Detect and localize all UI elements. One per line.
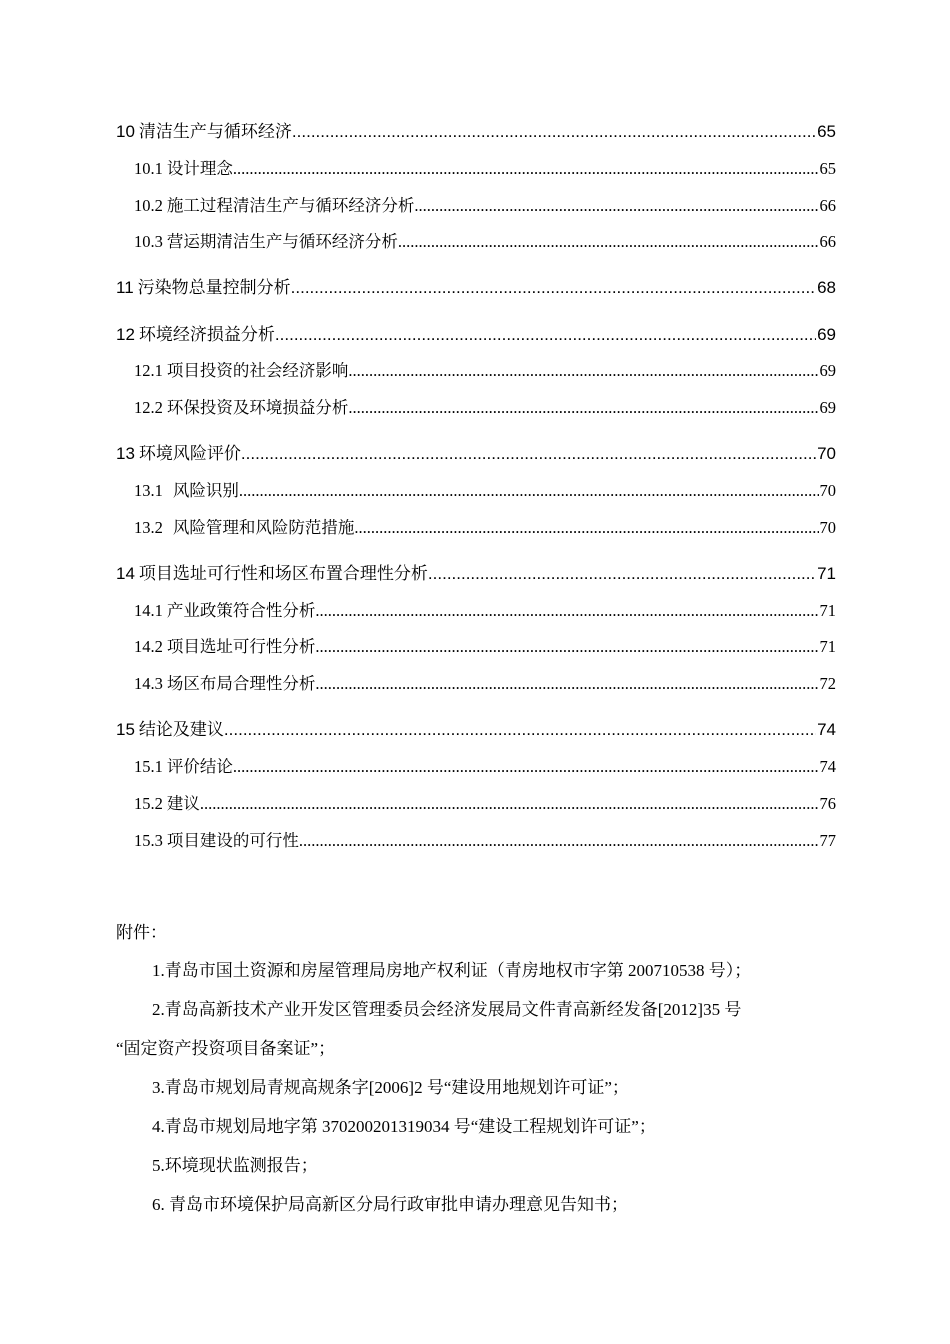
toc-title: 污染物总量控制分析 (137, 278, 291, 297)
toc-subentry[interactable] (0, 598, 950, 624)
toc-title: 环境经济损益分析 (138, 325, 275, 344)
toc-leader-dots (233, 754, 819, 780)
toc-subentry[interactable] (0, 515, 950, 541)
toc-number: 10.3 (134, 232, 163, 251)
toc-number: 10.2 (134, 196, 163, 215)
toc-page-number: 69 (817, 325, 836, 344)
toc-subentry[interactable] (0, 754, 950, 780)
toc-title: 风险管理和风险防范措施 (172, 518, 355, 537)
toc-number: 14.3 (134, 674, 163, 693)
toc-subentry[interactable] (0, 671, 950, 697)
toc-title: 营运期清洁生产与循环经济分析 (166, 232, 398, 251)
toc-page-number: 72 (819, 674, 836, 693)
toc-number: 15.3 (134, 831, 163, 850)
toc-title: 产业政策符合性分析 (166, 601, 316, 620)
toc-leader-dots (224, 717, 816, 743)
toc-title: 风险识别 (172, 481, 239, 500)
attachment-item: 1.青岛市国土资源和房屋管理局房地产权利证（青房地权市字第 200710538 号）； (152, 961, 752, 980)
toc-subentry[interactable] (0, 229, 950, 255)
attachments-heading: 附件： (116, 923, 167, 942)
toc-subentry[interactable] (0, 828, 950, 854)
toc-subentry[interactable] (0, 634, 950, 660)
toc-number: 15 (116, 720, 135, 739)
toc-page-number: 70 (819, 481, 836, 500)
toc-leader-dots (292, 119, 816, 145)
toc-title: 施工过程清洁生产与循环经济分析 (166, 196, 415, 215)
toc-title: 建议 (166, 794, 200, 813)
toc-page-number: 69 (819, 361, 836, 380)
toc-leader-dots (275, 322, 816, 348)
toc-leader-dots (299, 828, 819, 854)
toc-page-number: 65 (817, 122, 836, 141)
attachment-item: 2.青岛高新技术产业开发区管理委员会经济发展局文件青高新经发备[2012]35 号 (152, 1000, 742, 1019)
toc-leader-dots (200, 791, 819, 817)
toc-leader-dots (291, 275, 816, 301)
toc-leader-dots (348, 358, 818, 384)
toc-page-number: 71 (819, 601, 836, 620)
toc-leader-dots (348, 395, 818, 421)
attachment-item: 3.青岛市规划局青规高规条字[2006]2 号“建设用地规划许可证”； (152, 1078, 629, 1097)
toc-number: 13.1 (134, 481, 163, 500)
toc-number: 15.2 (134, 794, 163, 813)
toc-page-number: 74 (819, 757, 836, 776)
toc-number: 14.1 (134, 601, 163, 620)
toc-number: 12.1 (134, 361, 163, 380)
toc-entry[interactable] (0, 119, 950, 145)
toc-title: 项目选址可行性分析 (166, 637, 316, 656)
toc-leader-dots (315, 671, 818, 697)
toc-entry[interactable] (0, 561, 950, 587)
toc-number: 10.1 (134, 159, 163, 178)
toc-title: 环境风险评价 (138, 444, 241, 463)
toc-leader-dots (354, 515, 818, 541)
toc-page-number: 69 (819, 398, 836, 417)
toc-page-number: 66 (819, 196, 836, 215)
toc-number: 13.2 (134, 518, 163, 537)
toc-page-number: 68 (817, 278, 836, 297)
toc-leader-dots (241, 441, 816, 467)
toc-leader-dots (428, 561, 816, 587)
toc-subentry[interactable] (0, 156, 950, 182)
toc-title: 项目建设的可行性 (166, 831, 299, 850)
toc-number: 13 (116, 444, 135, 463)
toc-number: 12.2 (134, 398, 163, 417)
toc-page-number: 70 (819, 518, 836, 537)
toc-title: 项目投资的社会经济影响 (166, 361, 349, 380)
toc-entry[interactable] (0, 322, 950, 348)
attachment-item: 6. 青岛市环境保护局高新区分局行政审批申请办理意见告知书； (152, 1195, 628, 1214)
toc-title: 设计理念 (166, 159, 233, 178)
toc-page-number: 65 (819, 159, 836, 178)
toc-leader-dots (233, 156, 819, 182)
toc-title: 评价结论 (166, 757, 233, 776)
toc-subentry[interactable] (0, 791, 950, 817)
toc-number: 11 (116, 278, 134, 297)
toc-leader-dots (315, 598, 818, 624)
toc-page-number: 76 (819, 794, 836, 813)
toc-subentry[interactable] (0, 358, 950, 384)
toc-subentry[interactable] (0, 478, 950, 504)
toc-page-number: 74 (817, 720, 836, 739)
toc-page-number: 77 (819, 831, 836, 850)
toc-page-number: 70 (817, 444, 836, 463)
attachment-item-continuation: “固定资产投资项目备案证”； (116, 1039, 336, 1058)
toc-subentry[interactable] (0, 193, 950, 219)
toc-title: 清洁生产与循环经济 (138, 122, 292, 141)
toc-number: 15.1 (134, 757, 163, 776)
toc-title: 结论及建议 (138, 720, 224, 739)
toc-entry[interactable] (0, 441, 950, 467)
toc-entry[interactable] (0, 717, 950, 743)
toc-number: 14 (116, 564, 135, 583)
toc-leader-dots (315, 634, 818, 660)
toc-entry[interactable] (0, 275, 950, 301)
toc-subentry[interactable] (0, 395, 950, 421)
toc-page-number: 71 (817, 564, 836, 583)
toc-number: 14.2 (134, 637, 163, 656)
toc-title: 项目选址可行性和场区布置合理性分析 (138, 564, 428, 583)
toc-leader-dots (239, 478, 819, 504)
attachment-item: 4.青岛市规划局地字第 370200201319034 号“建设工程规划许可证”； (152, 1117, 656, 1136)
toc-title: 场区布局合理性分析 (166, 674, 316, 693)
toc-page-number: 66 (819, 232, 836, 251)
toc-number: 10 (116, 122, 135, 141)
toc-number: 12 (116, 325, 135, 344)
attachment-item: 5.环境现状监测报告； (152, 1156, 318, 1175)
toc-title: 环保投资及环境损益分析 (166, 398, 349, 417)
toc-page-number: 71 (819, 637, 836, 656)
toc-leader-dots (398, 229, 819, 255)
toc-leader-dots (414, 193, 818, 219)
